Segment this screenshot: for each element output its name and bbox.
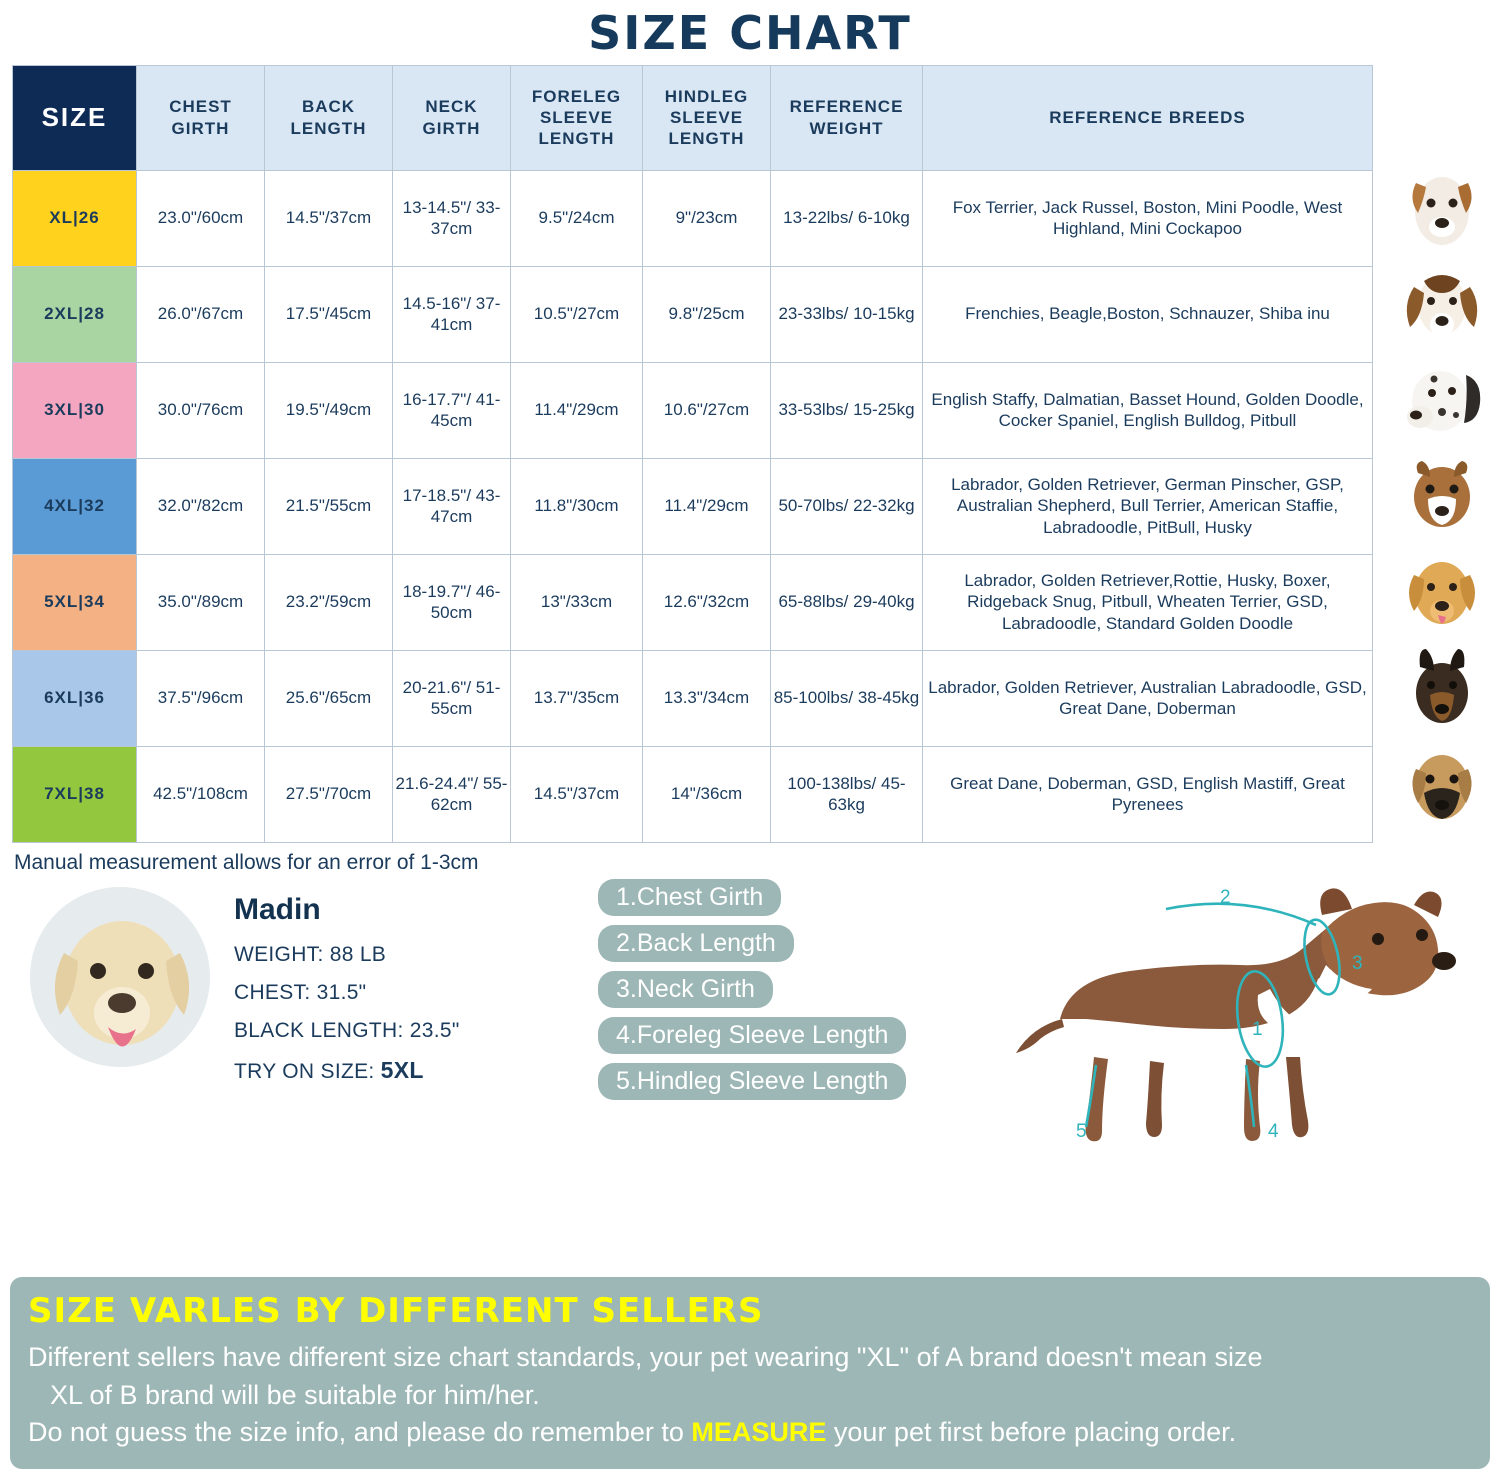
banner-line-2: XL of B brand will be suitable for him/her. [50,1379,540,1410]
table-row [13,746,1373,842]
row-weight: 33-53lbs/ 15-25kg [771,362,923,458]
row-back: 25.6"/65cm [265,650,393,746]
table-row [13,554,1373,650]
middle-section [0,879,1500,1179]
row-breeds: English Staffy, Dalmatian, Basset Hound, Golden Doodle, Cocker Spaniel, English Bulldog, Pitbull [923,362,1373,458]
table-row [13,170,1373,266]
row-breeds: Labrador, Golden Retriever,Rottie, Husky, Boxer, Ridgeback Snug, Pitbull, Wheaten Terrier, GSD, Labradoodle, Standard Golden Doodle [923,554,1373,650]
table-header-row [13,65,1373,170]
diagram-label-3: 3 [1352,952,1363,974]
banner-line-3-a: Do not guess the size info, and please do remember to [28,1416,692,1447]
profile-try-on [234,1057,460,1084]
row-weight: 100-138lbs/ 45-63kg [771,746,923,842]
legend-item-chest-girth: 1.Chest Girth [598,879,781,916]
row-foreleg: 9.5"/24cm [511,170,643,266]
jack-russell-terrier-photo [1386,161,1498,257]
row-foreleg: 11.4"/29cm [511,362,643,458]
table-row [13,458,1373,554]
try-on-size: 5XL [380,1056,424,1083]
row-chest: 26.0"/67cm [137,266,265,362]
row-neck: 21.6-24.4"/ 55-62cm [393,746,511,842]
row-size: 4XL|32 [13,458,137,554]
banner-measure-highlight: MEASURE [691,1416,827,1447]
header-back-length: BACK LENGTH [265,65,393,170]
row-size: XL|26 [13,170,137,266]
row-back: 27.5"/70cm [265,746,393,842]
diagram-label-4: 4 [1268,1120,1279,1142]
row-breeds: Frenchies, Beagle,Boston, Schnauzer, Shiba inu [923,266,1373,362]
row-breeds: Fox Terrier, Jack Russel, Boston, Mini Poodle, West Highland, Mini Cockapoo [923,170,1373,266]
row-hindleg: 10.6"/27cm [643,362,771,458]
row-weight: 65-88lbs/ 29-40kg [771,554,923,650]
german-shepherd-photo [1386,641,1498,737]
row-back: 17.5"/45cm [265,266,393,362]
row-size: 6XL|36 [13,650,137,746]
table-row [13,266,1373,362]
header-reference-breeds: REFERENCE BREEDS [923,65,1373,170]
diagram-label-5: 5 [1076,1120,1087,1142]
row-foreleg: 11.8"/30cm [511,458,643,554]
row-size: 2XL|28 [13,266,137,362]
header-size: SIZE [13,65,137,170]
breed-photo-column [1386,161,1498,833]
header-neck-girth: NECK GIRTH [393,65,511,170]
great-dane-photo [1386,737,1498,833]
row-back: 23.2"/59cm [265,554,393,650]
row-breeds: Labrador, Golden Retriever, Australian Labradoodle, GSD, Great Dane, Doberman [923,650,1373,746]
try-on-label: TRY ON SIZE: [234,1059,375,1083]
header-chest-girth: CHEST GIRTH [137,65,265,170]
row-size: 5XL|34 [13,554,137,650]
beagle-photo [1386,257,1498,353]
legend-item-neck-girth: 3.Neck Girth [598,971,773,1008]
header-hindleg-sleeve-length: HINDLEG SLEEVE LENGTH [643,65,771,170]
row-weight: 50-70lbs/ 22-32kg [771,458,923,554]
dalmatian-photo [1386,353,1498,449]
header-foreleg-sleeve-length: FORELEG SLEEVE LENGTH [511,65,643,170]
banner-title: SIZE VARLES BY DIFFERENT SELLERS [28,1291,764,1332]
page-title: SIZE CHART [588,6,912,60]
row-weight: 13-22lbs/ 6-10kg [771,170,923,266]
row-chest: 30.0"/76cm [137,362,265,458]
banner-body [28,1339,1472,1451]
row-foreleg: 10.5"/27cm [511,266,643,362]
row-hindleg: 12.6"/32cm [643,554,771,650]
pitbull-photo [1386,449,1498,545]
row-foreleg: 13"/33cm [511,554,643,650]
profile-back-length: BLACK LENGTH: 23.5" [234,1018,460,1042]
row-chest: 42.5"/108cm [137,746,265,842]
row-hindleg: 13.3"/34cm [643,650,771,746]
legend-item-foreleg-sleeve-length: 4.Foreleg Sleeve Length [598,1017,906,1054]
size-table-body [13,170,1373,842]
row-neck: 18-19.7"/ 46-50cm [393,554,511,650]
row-foreleg: 13.7"/35cm [511,650,643,746]
row-foreleg: 14.5"/37cm [511,746,643,842]
diagram-label-1: 1 [1252,1018,1263,1040]
measurement-note: Manual measurement allows for an error of 1-3cm [14,850,479,874]
profile-chest: CHEST: 31.5" [234,980,367,1004]
profile-name: Madin [234,892,321,926]
banner-line-1: Different sellers have different size chart standards, your pet wearing "XL" of A brand doesn't mean size [28,1342,1263,1373]
row-breeds: Great Dane, Doberman, GSD, English Mastiff, Great Pyrenees [923,746,1373,842]
profile-weight: WEIGHT: 88 LB [234,942,387,966]
size-table-wrapper [12,65,1488,843]
row-neck: 13-14.5"/ 33-37cm [393,170,511,266]
row-back: 19.5"/49cm [265,362,393,458]
row-size: 7XL|38 [13,746,137,842]
row-breeds: Labrador, Golden Retriever, German Pinscher, GSP, Australian Shepherd, Bull Terrier, American Staffie, Labradoodle, PitBull, Husky [923,458,1373,554]
row-hindleg: 9"/23cm [643,170,771,266]
table-row [13,362,1373,458]
legend-item-back-length: 2.Back Length [598,925,794,962]
row-chest: 37.5"/96cm [137,650,265,746]
row-hindleg: 11.4"/29cm [643,458,771,554]
row-back: 21.5"/55cm [265,458,393,554]
dog-measurement-diagram [970,869,1490,1179]
row-hindleg: 14"/36cm [643,746,771,842]
size-table [12,65,1373,843]
legend-item-hindleg-sleeve-length: 5.Hindleg Sleeve Length [598,1063,906,1100]
row-back: 14.5"/37cm [265,170,393,266]
row-hindleg: 9.8"/25cm [643,266,771,362]
row-chest: 32.0"/82cm [137,458,265,554]
banner-line-3 [28,1414,1472,1451]
diagram-label-2: 2 [1220,886,1231,908]
table-row [13,650,1373,746]
measurement-legend [598,879,906,1109]
row-neck: 17-18.5"/ 43-47cm [393,458,511,554]
header-reference-weight: REFERENCE WEIGHT [771,65,923,170]
row-neck: 14.5-16"/ 37-41cm [393,266,511,362]
row-neck: 20-21.6"/ 51-55cm [393,650,511,746]
profile-info [234,887,460,1098]
row-neck: 16-17.7"/ 41-45cm [393,362,511,458]
row-chest: 23.0"/60cm [137,170,265,266]
golden-retriever-photo [1386,545,1498,641]
model-profile [30,887,460,1098]
row-chest: 35.0"/89cm [137,554,265,650]
row-weight: 23-33lbs/ 10-15kg [771,266,923,362]
avatar [30,887,210,1067]
row-size: 3XL|30 [13,362,137,458]
size-varies-banner [10,1277,1490,1469]
banner-line-3-b: your pet first before placing order. [826,1416,1237,1447]
row-weight: 85-100lbs/ 38-45kg [771,650,923,746]
